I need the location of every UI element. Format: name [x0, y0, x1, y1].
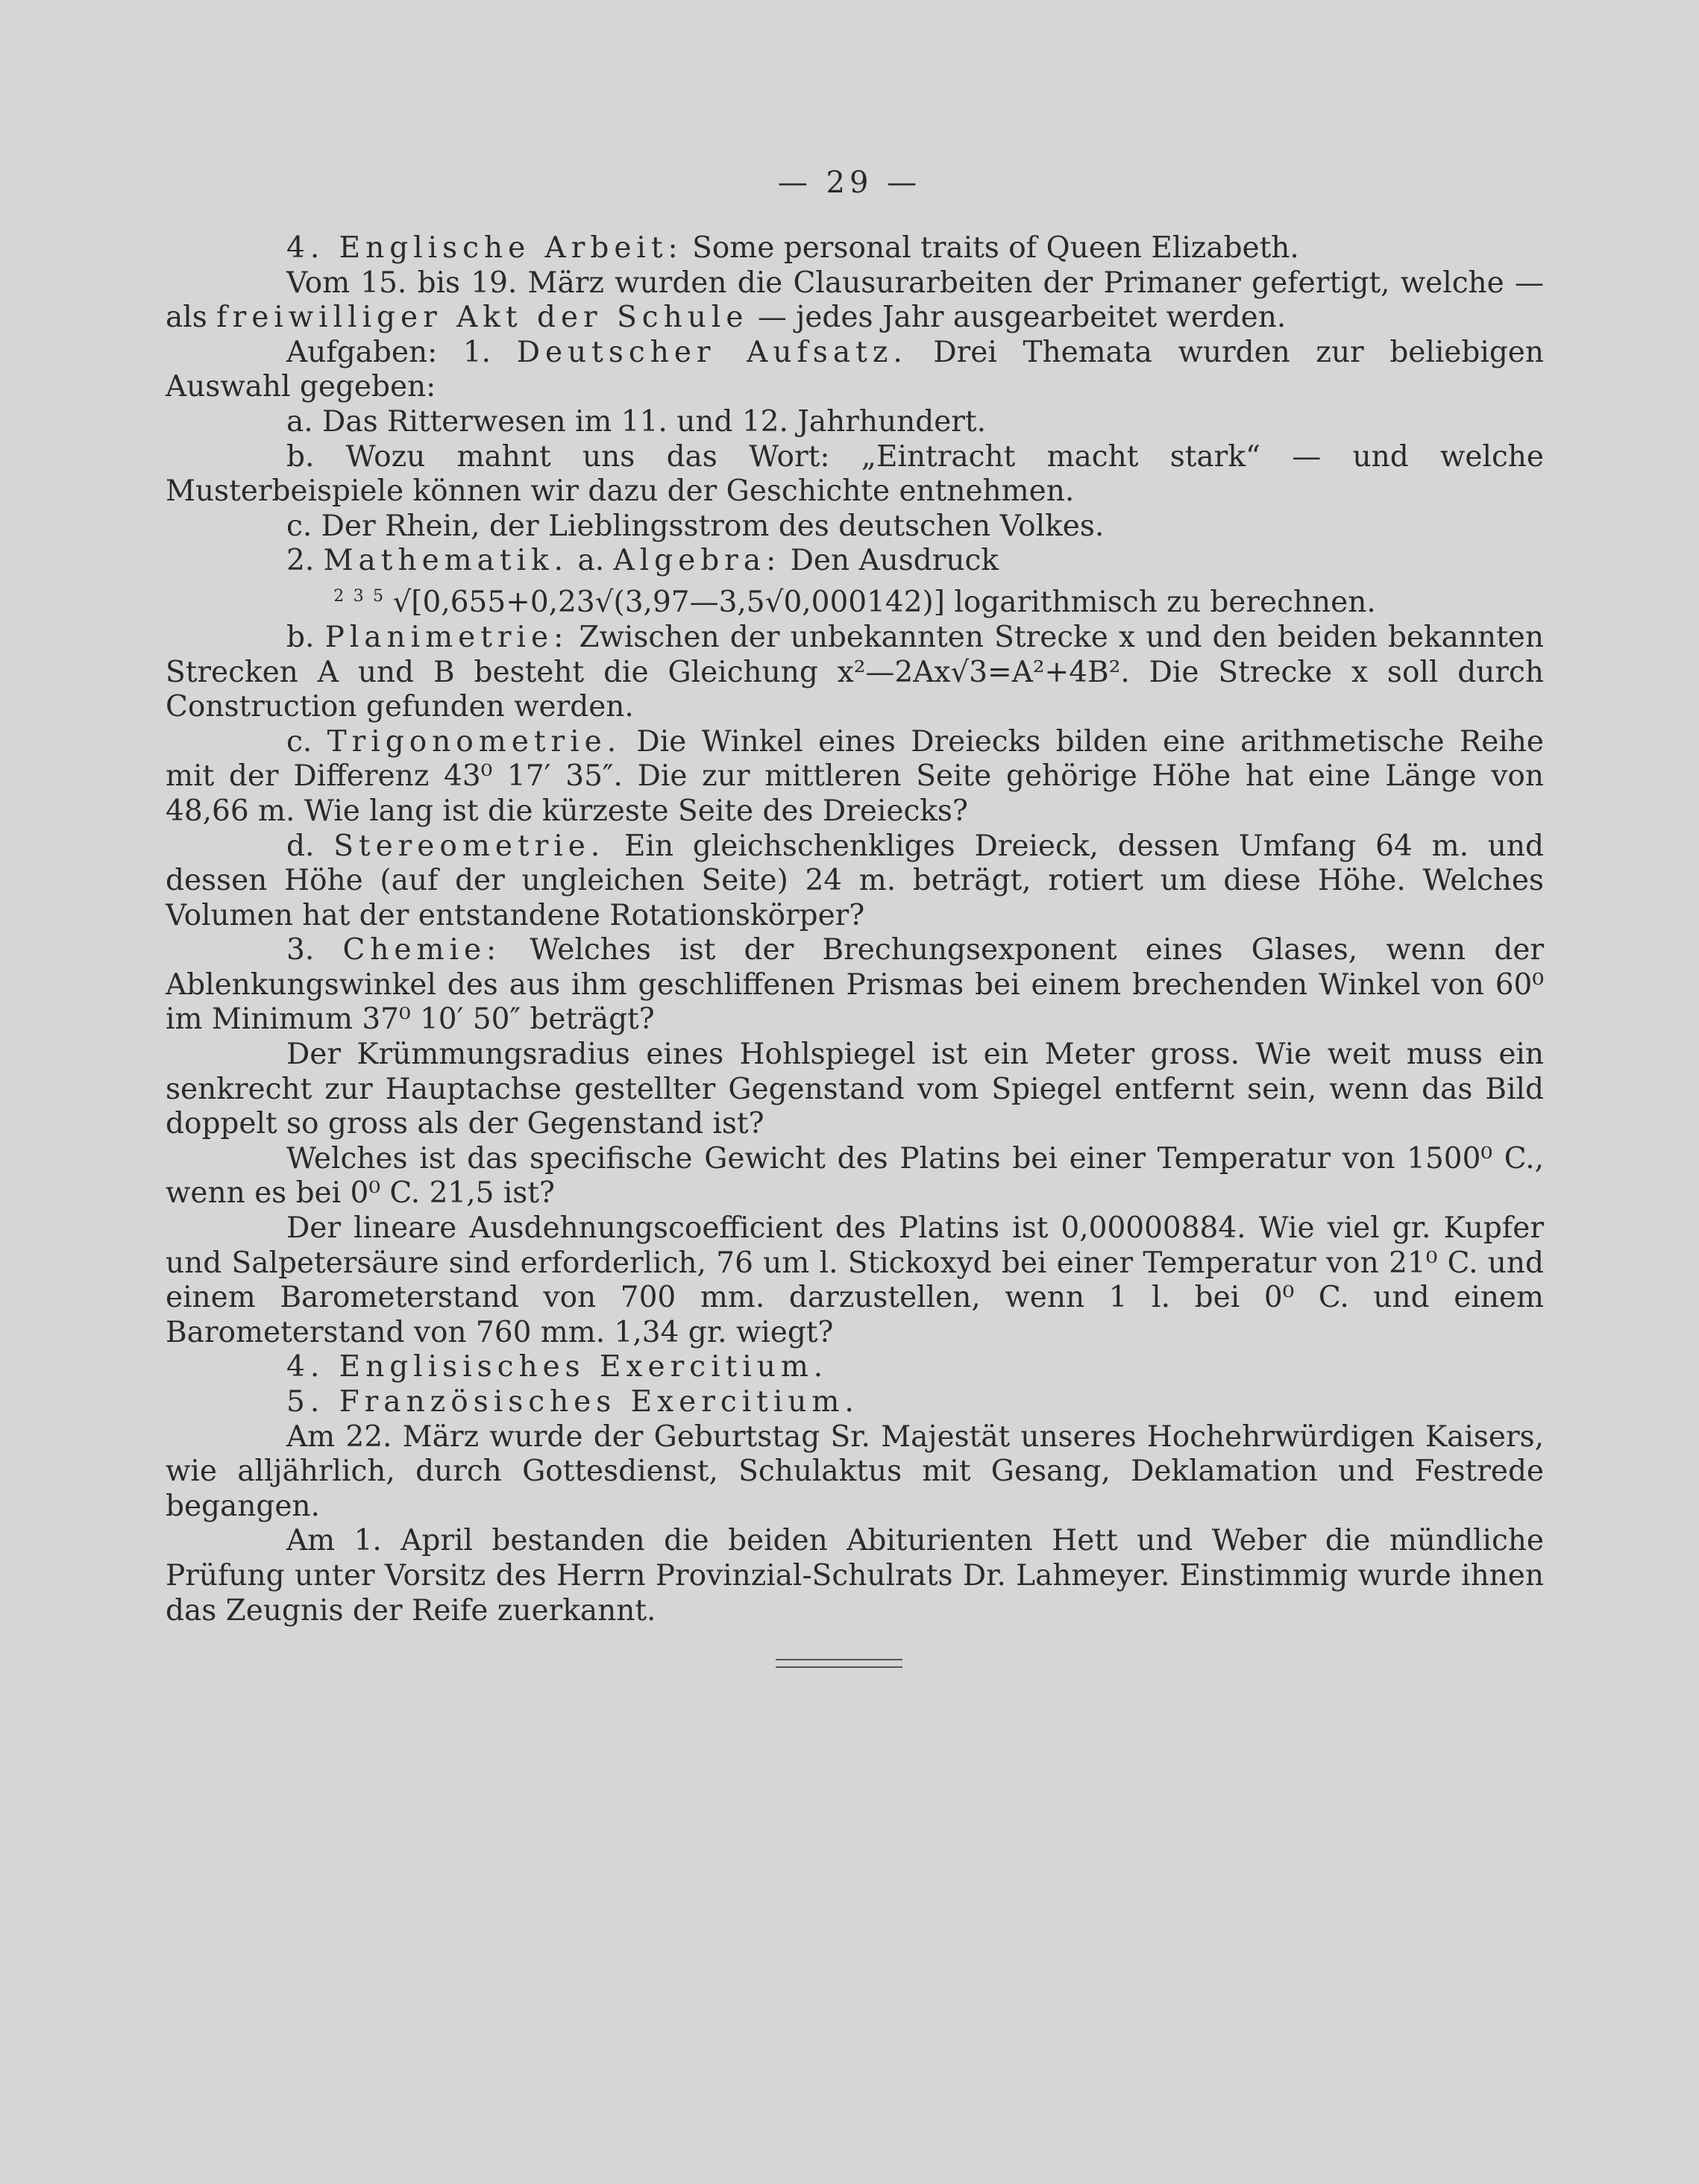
paragraph-theme-a: a. Das Ritterwesen im 11. und 12. Jahrhundert.: [286, 404, 986, 439]
paragraph-text: logarithmisch zu berechnen.: [944, 585, 1376, 619]
paragraph-platin: Welches ist das specifische Gewicht des Platins bei einer Temperatur von 1500⁰ C., wenn es bei 0⁰ C. 21,5 ist?: [166, 1141, 1544, 1211]
paragraph-text: Vom 15. bis 19. März wurden die Clausurarbeiten der Primaner gefertigt, welche — als: [166, 266, 1544, 335]
root-index: 2: [333, 586, 345, 606]
paragraph-text: a.: [568, 544, 614, 578]
paragraph-englische-arbeit: [166, 231, 1544, 266]
paragraph-text: 3.: [286, 933, 343, 967]
paragraph-planimetrie: [166, 621, 1544, 725]
paragraph-chemie: [166, 933, 1544, 1038]
subject-label: 4. Englische Arbeit:: [286, 231, 683, 265]
paragraph-text: Den Ausdruck: [781, 544, 999, 578]
subject-label: Mathematik.: [323, 544, 569, 578]
paragraph-text: 2.: [286, 544, 324, 578]
paragraph-stereometrie: [166, 829, 1544, 934]
section-divider: [776, 1659, 902, 1668]
paragraph-text: Die Winkel eines Dreiecks bilden eine arithmetische Reihe mit der Differenz 43⁰ 17′ 35″. Die zur mittleren Seite gehörige Höhe hat eine Länge von 48,66 m. Wie lang ist die kürzeste Seite des Dreiecks?: [166, 724, 1544, 828]
subject-label: Chemie:: [342, 933, 502, 967]
paragraph-englisch-exercitium: 4. Englisisches Exercitium.: [286, 1350, 829, 1384]
subject-label: Trigonometrie.: [327, 724, 622, 759]
algebra-formula: [166, 579, 1544, 621]
paragraph-geburtstag: Am 22. März wurde der Geburtstag Sr. Majestät unseres Hochehrwürdigen Kaisers, wie alljährlich, durch Gottesdienst, Schulaktus mit Gesang, Deklamation und Festrede begangen.: [166, 1419, 1544, 1523]
paragraph-text: Aufgaben: 1.: [286, 335, 517, 369]
body-text: [166, 231, 1544, 1628]
paragraph-theme-b: b. Wozu mahnt uns das Wort: „Eintracht macht stark“ — und welche Musterbeispiele können wir dazu der Geschichte entnehmen.: [166, 439, 1544, 509]
paragraph-mathematik: [166, 544, 1544, 579]
paragraph-text: Drei Themata wurden zur beliebigen Auswahl gegeben:: [166, 335, 1544, 404]
paragraph-clausurarbeiten: [166, 266, 1544, 336]
paragraph-pruefung: Am 1. April bestanden die beiden Abiturienten Hett und Weber die mündliche Prüfung unter Vorsitz des Herrn Provinzial-Schulrats Dr. Lahmeyer. Einstimmig wurde ihnen das Zeugnis der Reife zuerkannt.: [166, 1524, 1544, 1628]
paragraph-text: b.: [286, 620, 325, 654]
page-number: — 29 —: [777, 166, 922, 200]
paragraph-text: — jedes Jahr ausgearbeitet werden.: [748, 301, 1287, 335]
paragraph-theme-c: c. Der Rhein, der Lieblingsstrom des deutschen Volkes.: [286, 509, 1105, 543]
subject-label: Stereometrie.: [333, 829, 606, 863]
paragraph-text: Zwischen der unbekannten Strecke x und den beiden bekannten Strecken A und B besteht die Gleichung x²—2Ax√3=A²+4B². Die Strecke x soll durch Construction gefunden werden.: [166, 620, 1544, 724]
paragraph-trigonometrie: [166, 725, 1544, 829]
subject-label: Deutscher Aufsatz.: [516, 335, 908, 369]
paragraph-text: Ein gleichschenkliges Dreieck, dessen Umfang 64 m. und dessen Höhe (auf der ungleichen Seite) 24 m. beträgt, rotiert um diese Höhe. Welches Volumen hat der entstandene Rotationskörper?: [166, 829, 1545, 932]
paragraph-text: c.: [286, 724, 327, 759]
subject-label: Algebra:: [613, 544, 782, 578]
paragraph-text: d.: [286, 829, 334, 863]
paragraph-ausdehnung: Der lineare Ausdehnungscoefficient des Platins ist 0,00000884. Wie viel gr. Kupfer und Salpetersäure sind erforderlich, 76 um l. Stickoxyd bei einer Temperatur von 21⁰ C. und einem Barometerstand von 700 mm. darzustellen, wenn 1 l. bei 0⁰ C. und einem Barometerstand von 760 mm. 1,34 gr. wiegt?: [166, 1211, 1544, 1349]
root-index: 3: [353, 586, 364, 606]
paragraph-hohlspiegel: Der Krümmungsradius eines Hohlspiegel ist ein Meter gross. Wie weit muss ein senkrecht zur Hauptachse gestellter Gegenstand vom Spiegel entfernt sein, wenn das Bild doppelt so gross als der Gegenstand ist?: [166, 1038, 1544, 1141]
paragraph-franzoesisch-exercitium: 5. Französisches Exercitium.: [286, 1385, 859, 1419]
root-index: 5: [373, 586, 384, 606]
emphasis-label: freiwilliger Akt der Schule: [216, 301, 749, 335]
paragraph-aufgaben: [166, 336, 1544, 405]
paragraph-text: Some personal traits of Queen Elizabeth.: [682, 231, 1299, 265]
subject-label: Planimetrie:: [324, 620, 569, 654]
paragraph-text: Welches ist der Brechungsexponent eines Glases, wenn der Ablenkungswinkel des aus ihm geschliffenen Prismas bei einem brechenden Winkel von 60⁰ im Minimum 37⁰ 10′ 50″ beträgt?: [166, 933, 1545, 1037]
formula-expression: √[0,655+0,23√(3,97—3,5√0,000142)]: [392, 585, 945, 619]
